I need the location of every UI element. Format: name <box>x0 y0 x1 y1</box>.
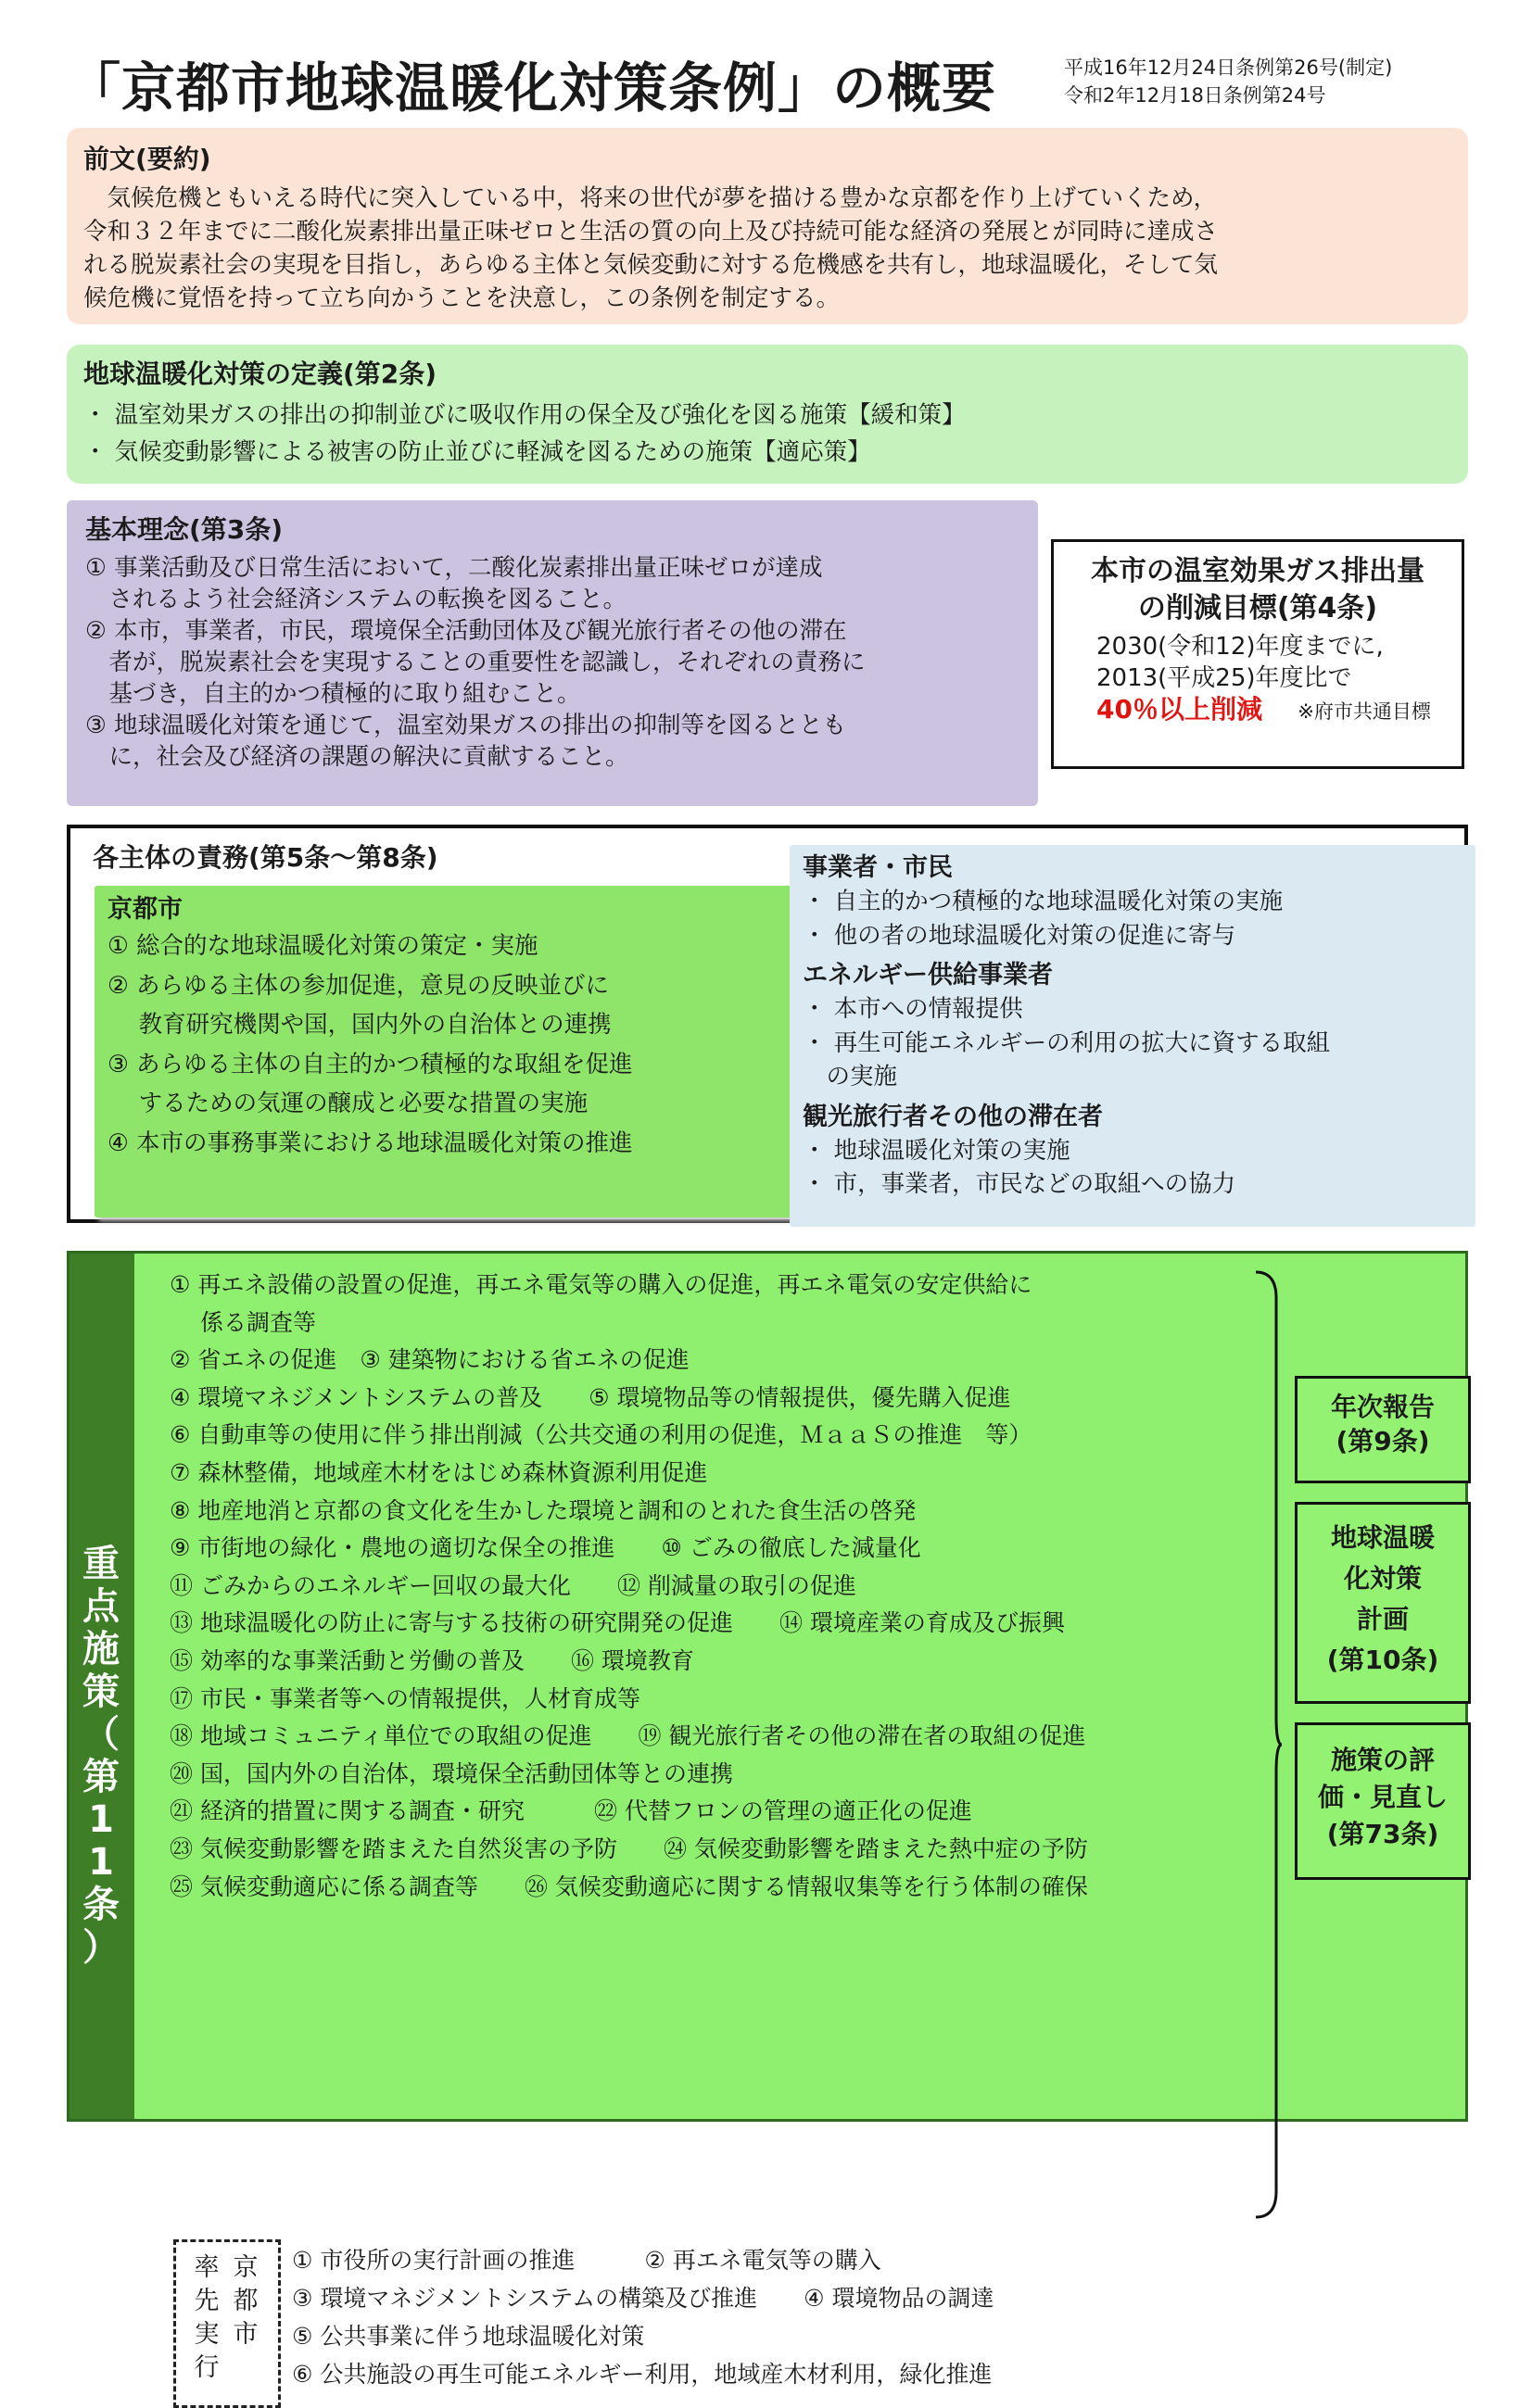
kyoto-duty-line: するための気運の醸成と必要な措置の実施 <box>108 1090 589 1117</box>
group-line: ・ 再生可能エネルギーの利用の拡大に資する取組 <box>803 1028 1331 1057</box>
reduction-target-box <box>1051 539 1464 769</box>
priority-item: ⑳ 国，国内外の自治体，環境保全活動団体等との連携 <box>170 1759 733 1787</box>
preamble-line: 令和３２年までに二酸化炭素排出量正味ゼロと生活の質の向上及び持続可能な経済の発展とが同時に達成さ <box>83 218 1219 246</box>
principles-section <box>67 500 1038 806</box>
definition-heading: 地球温暖化対策の定義(第2条) <box>83 359 437 389</box>
priority-item: ⑧ 地産地消と京都の食文化を生かした環境と調和のとれた食生活の啓発 <box>170 1496 917 1524</box>
policy-review-box <box>1295 1722 1471 1880</box>
self-item: ① 市役所の実行計画の推進 ② 再エネ電気等の購入 <box>292 2247 881 2274</box>
target-note: ※府市共通目標 <box>1298 700 1431 723</box>
kyoto-duty-line: ① 総合的な地球温暖化対策の策定・実施 <box>108 932 538 960</box>
kyoto-duty-line: ③ あらゆる主体の自主的かつ積極的な取組を促進 <box>108 1050 633 1078</box>
priority-item: ④ 環境マネジメントシステムの普及 ⑤ 環境物品等の情報提供，優先購入促進 <box>170 1383 1011 1411</box>
principles-line: ② 本市，事業者，市民，環境保全活動団体及び観光旅行者その他の滞在 <box>85 617 847 645</box>
city-leading-action-list <box>292 2241 994 2393</box>
sidebox-line: (第10条) <box>1326 1645 1439 1675</box>
group-line: の実施 <box>803 1063 898 1091</box>
group-line: ・ 地球温暖化対策の実施 <box>803 1136 1070 1165</box>
self-label-col-1: 京 都 市 <box>233 2253 259 2349</box>
group-title: 事業者・市民 <box>803 853 953 882</box>
sidebox-line: 地球温暖 <box>1330 1522 1435 1553</box>
priority-item: ⑨ 市街地の緑化・農地の適切な保全の推進 ⑩ ごみの徹底した減量化 <box>170 1534 921 1562</box>
priority-vertical-label: 重 点 施 策 （ 第 1 1 条 ） <box>82 1543 120 1969</box>
preamble-line: 候危機に覚悟を持って立ち向かうことを決意し，この条例を制定する。 <box>83 284 841 312</box>
sidebox-line: 化対策 <box>1343 1563 1422 1594</box>
principles-line: 基づき，自主的かつ積極的に取り組むこと。 <box>85 680 581 708</box>
group-title: エネルギー供給事業者 <box>803 961 1053 990</box>
group-line: ・ 本市への情報提供 <box>803 995 1023 1023</box>
priority-item: ㉓ 気候変動影響を踏まえた自然災害の予防 ㉔ 気候変動影響を踏まえた熱中症の予防 <box>170 1834 1088 1862</box>
priority-item: ㉑ 経済的措置に関する調査・研究 ㉒ 代替フロンの管理の適正化の促進 <box>170 1797 972 1825</box>
other-actors-duties <box>790 845 1475 1227</box>
kyoto-title: 京都市 <box>108 895 183 924</box>
priority-item: 係る調査等 <box>170 1308 316 1336</box>
definition-section <box>67 345 1468 484</box>
principles-heading: 基本理念(第3条) <box>85 514 284 545</box>
kyoto-duty-line: ② あらゆる主体の参加促進，意見の反映並びに <box>108 971 609 1000</box>
page-title: 「京都市地球温暖化対策条例」の概要 <box>67 57 997 120</box>
principles-line: に，社会及び経済の課題の解決に貢献すること。 <box>85 743 629 771</box>
priority-item: ⑮ 効率的な事業活動と労働の普及 ⑯ 環境教育 <box>170 1646 694 1674</box>
priority-item: ⑬ 地球温暖化の防止に寄与する技術の研究開発の促進 ⑭ 環境産業の育成及び振興 <box>170 1609 1065 1637</box>
ordinance-meta <box>1064 54 1392 109</box>
kyoto-city-duties <box>95 886 804 1217</box>
group-line: ・ 他の者の地球温暖化対策の促進に寄与 <box>803 921 1236 950</box>
group-line: ・ 市，事業者，市民などの取組への協力 <box>803 1170 1236 1198</box>
priority-item: ⑥ 自動車等の使用に伴う排出削減（公共交通の利用の促進，ＭａａＳの推進 等） <box>170 1421 1032 1449</box>
preamble-line: 気候危機ともいえる時代に突入している中，将来の世代が夢を描ける豊かな京都を作り上げていくため， <box>83 184 1217 212</box>
sidebox-line: (第9条) <box>1336 1426 1430 1456</box>
principles-line: ① 事業活動及び日常生活において，二酸化炭素排出量正味ゼロが達成 <box>85 554 823 582</box>
target-heading: の削減目標(第4条) <box>1137 592 1378 624</box>
responsibilities-section <box>67 825 1468 1223</box>
sidebox-line: 計画 <box>1356 1604 1409 1634</box>
reduction-value: 40％以上削減 <box>1096 694 1262 725</box>
annual-report-box <box>1295 1376 1471 1483</box>
self-item: ⑥ 公共施設の再生可能エネルギー利用，地域産木材利用，緑化推進 <box>292 2361 993 2388</box>
definition-line: ・ 温室効果ガスの排出の抑制並びに吸収作用の保全及び強化を図る施策【緩和策】 <box>83 401 966 429</box>
target-line: 2013(平成25)年度比で <box>1096 664 1352 692</box>
group-title: 観光旅行者その他の滞在者 <box>803 1102 1103 1131</box>
definition-line: ・ 気候変動影響による被害の防止並びに軽減を図るための施策【適応策】 <box>83 438 871 466</box>
meta-line: 平成16年12月24日条例第26号(制定) <box>1064 57 1393 79</box>
priority-item: ⑰ 市民・事業者等への情報提供，人材育成等 <box>170 1684 640 1712</box>
priority-measures-section <box>67 1251 1468 2388</box>
principles-line: されるよう社会経済システムの転換を図ること。 <box>85 586 627 613</box>
sidebox-line: 価・見直し <box>1317 1782 1448 1812</box>
target-line: 2030(令和12)年度までに, <box>1096 633 1384 661</box>
responsibilities-heading: 各主体の責務(第5条～第8条) <box>93 842 438 873</box>
kyoto-duty-line: ④ 本市の事務事業における地球温暖化対策の推進 <box>108 1128 633 1157</box>
preamble-section <box>67 128 1468 324</box>
climate-plan-box <box>1295 1502 1471 1704</box>
self-item: ③ 環境マネジメントシステムの構築及び推進 ④ 環境物品の調達 <box>292 2285 994 2312</box>
self-label-col-2: 率 先 実 行 <box>194 2253 220 2382</box>
priority-item: ⑪ ごみからのエネルギー回収の最大化 ⑫ 削減量の取引の促進 <box>170 1571 856 1599</box>
sidebox-line: 年次報告 <box>1330 1392 1435 1422</box>
city-leading-action-label-box <box>173 2239 281 2408</box>
meta-line: 令和2年12月18日条例第24号 <box>1064 84 1326 107</box>
sidebox-line: 施策の評 <box>1330 1745 1435 1775</box>
kyoto-duty-line: 教育研究機関や国，国内外の自治体との連携 <box>108 1011 612 1039</box>
priority-item: ㉕ 気候変動適応に係る調査等 ㉖ 気候変動適応に関する情報収集等を行う体制の確保 <box>170 1872 1088 1900</box>
priority-item: ⑱ 地域コミュニティ単位での取組の促進 ⑲ 観光旅行者その他の滞在者の取組の促進 <box>170 1722 1086 1750</box>
priority-item: ⑦ 森林整備，地域産木材をはじめ森林資源利用促進 <box>170 1458 708 1486</box>
preamble-heading: 前文(要約) <box>83 144 211 174</box>
right-bracket <box>1254 1270 1282 2219</box>
self-item: ⑤ 公共事業に伴う地球温暖化対策 <box>292 2323 645 2350</box>
sidebox-line: (第73条) <box>1326 1819 1439 1849</box>
target-heading: 本市の温室効果ガス排出量 <box>1091 555 1424 587</box>
group-line: ・ 自主的かつ積極的な地球温暖化対策の実施 <box>803 888 1284 915</box>
preamble-line: れる脱炭素社会の実現を目指し，あらゆる主体と気候変動に対する危機感を共有し，地球温暖化，そして気 <box>83 251 1219 279</box>
principles-line: ③ 地球温暖化対策を通じて，温室効果ガスの排出の抑制等を図るととも <box>85 712 846 739</box>
priority-items-list <box>170 1267 1088 1906</box>
priority-item: ① 再エネ設備の設置の促進，再エネ電気等の購入の促進，再エネ電気の安定供給に <box>170 1271 1032 1298</box>
priority-item: ② 省エネの促進 ③ 建築物における省エネの促進 <box>170 1346 690 1374</box>
principles-line: 者が，脱炭素社会を実現することの重要性を認識し，それぞれの責務に <box>85 649 866 676</box>
